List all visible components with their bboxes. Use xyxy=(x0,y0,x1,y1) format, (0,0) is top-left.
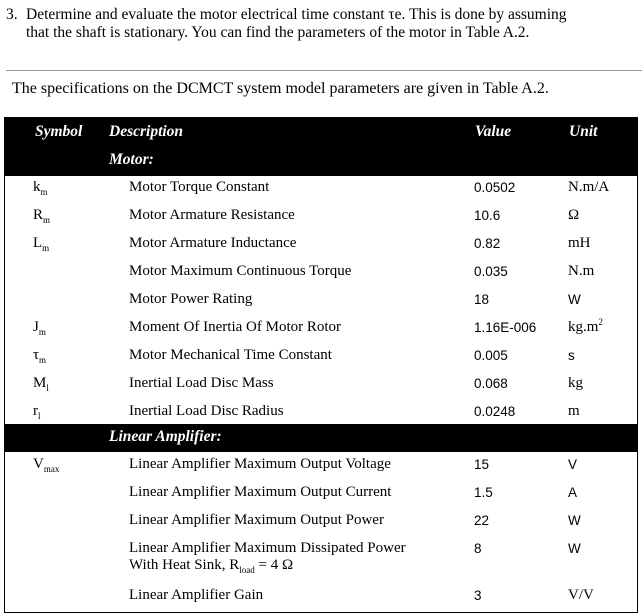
intro-sentence: The specifications on the DCMCT system model parameters are given in Table A.2. xyxy=(12,80,549,97)
cell-description: Motor Armature Inductance xyxy=(129,235,297,251)
cell-description: Motor Maximum Continuous Torque xyxy=(129,263,352,279)
symbol-subscript: l xyxy=(38,411,41,421)
cell-unit: A xyxy=(568,485,578,500)
cell-value: 15 xyxy=(474,457,490,472)
task-line-1-text: Determine and evaluate the motor electrical time constant τe. This is done by assuming xyxy=(26,6,567,23)
cell-unit: V/V xyxy=(568,587,594,603)
cell-description: Inertial Load Disc Mass xyxy=(129,375,274,391)
symbol-subscript: m xyxy=(39,355,47,365)
cell-unit: kg xyxy=(568,375,583,391)
cell-value: 0.0502 xyxy=(474,180,516,195)
cell-value: 0.0248 xyxy=(474,404,516,419)
section-motor-label: Motor: xyxy=(109,151,154,168)
cell-symbol: $r_l$ xyxy=(33,403,41,421)
cell-symbol: $k_m$ xyxy=(33,179,48,197)
cell-value: 10.6 xyxy=(474,208,501,223)
task-line-2: that the shaft is stationary. You can find the parameters of the motor in Table A.2. xyxy=(26,24,530,41)
cell-unit: W xyxy=(568,513,581,528)
cell-description: Moment Of Inertia Of Motor Rotor xyxy=(129,319,342,335)
cell-value: 18 xyxy=(474,292,490,307)
cell-value: 0.82 xyxy=(474,236,501,251)
task-text xyxy=(6,6,631,42)
cell-unit: m xyxy=(568,403,580,419)
symbol-subscript: l xyxy=(46,383,49,393)
cell-description: Motor Armature Resistance xyxy=(129,207,295,223)
cell-unit: s xyxy=(568,348,575,363)
symbol-subscript: m xyxy=(38,327,46,337)
cell-symbol: $J_m$ xyxy=(33,319,46,337)
cell-value: 0.005 xyxy=(474,348,508,363)
cell-value: 8 xyxy=(474,541,482,556)
cell-description: Linear Amplifier Maximum Output Current xyxy=(129,484,392,500)
symbol-subscript: m xyxy=(42,243,50,253)
symbol-subscript: m xyxy=(43,215,51,225)
cell-unit: W xyxy=(568,541,581,556)
cell-symbol: $M_l$ xyxy=(33,375,49,393)
unit-superscript: 2 xyxy=(598,317,603,327)
cell-description: Linear Amplifier Maximum Dissipated Power With Heat Sink, $R_{load} = 4$ Ω xyxy=(129,540,406,575)
cell-unit: Ω xyxy=(568,207,580,223)
table-header xyxy=(5,117,637,176)
section-amplifier-label: Linear Amplifier: xyxy=(109,428,222,445)
symbol-subscript: max xyxy=(43,464,60,474)
header-symbol: Symbol xyxy=(35,123,83,140)
cell-unit: N.m/A xyxy=(568,179,610,195)
cell-symbol: $\tau_m$ xyxy=(33,347,47,365)
cell-value: 0.068 xyxy=(474,376,508,391)
cell-description: Motor Power Rating xyxy=(129,291,253,307)
cell-unit: V xyxy=(568,457,578,472)
cell-unit: N.m xyxy=(568,263,595,279)
parameters-table xyxy=(4,117,638,613)
cell-unit: W xyxy=(568,292,581,307)
cell-description: Linear Amplifier Maximum Output Power xyxy=(129,512,384,528)
cell-value: 22 xyxy=(474,513,490,528)
cell-unit: mH xyxy=(568,235,591,251)
horizontal-rule xyxy=(6,70,642,71)
task-line-1 xyxy=(6,6,631,24)
cell-description: Linear Amplifier Maximum Output Voltage xyxy=(129,456,391,472)
cell-description: Motor Mechanical Time Constant xyxy=(129,347,332,363)
cell-value: 3 xyxy=(474,588,482,603)
cell-value: 0.035 xyxy=(474,264,508,279)
cell-description: Inertial Load Disc Radius xyxy=(129,403,284,419)
task-number: 3. xyxy=(6,6,18,23)
cell-symbol: $L_m$ xyxy=(33,235,50,253)
cell-description: Motor Torque Constant xyxy=(129,179,270,195)
cell-symbol: $R_m$ xyxy=(33,207,51,225)
cell-value: 1.16E-006 xyxy=(474,320,537,335)
header-unit: Unit xyxy=(569,123,598,140)
description-subscript: load xyxy=(239,565,255,575)
section-amplifier xyxy=(5,424,637,452)
cell-description: Linear Amplifier Gain xyxy=(129,587,264,603)
cell-symbol: $V_{max}$ xyxy=(33,456,60,474)
cell-value: 1.5 xyxy=(474,485,493,500)
header-value: Value xyxy=(475,123,512,140)
header-description: Description xyxy=(109,123,184,140)
cell-unit: $kg.m^2$ xyxy=(568,317,603,335)
symbol-subscript: m xyxy=(40,187,48,197)
